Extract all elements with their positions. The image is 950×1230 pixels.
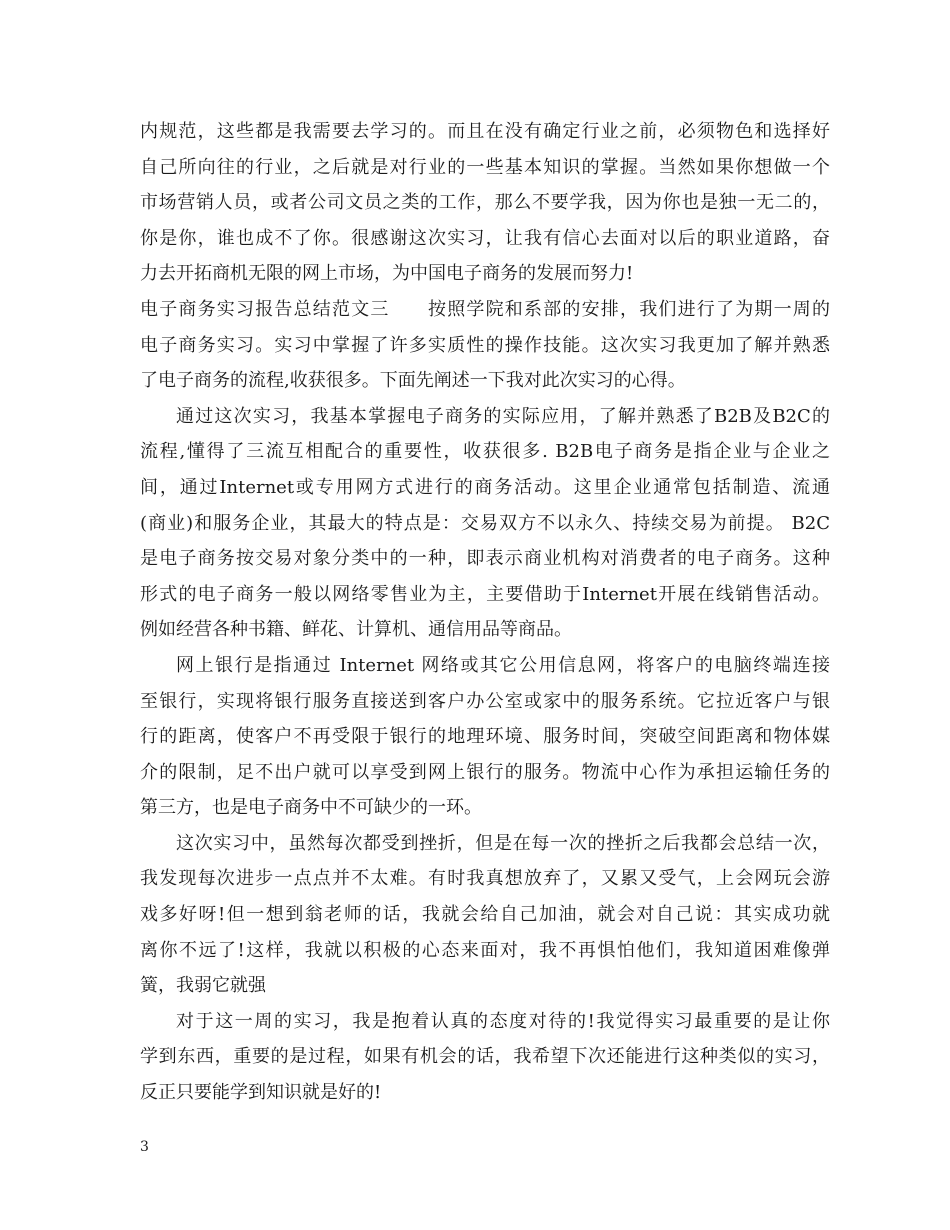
paragraph-first-line: 这次实习中，虽然每次都受到挫折，但是在每一次的挫折之后我都会总结一次， bbox=[176, 832, 830, 854]
paragraph-first-line: 对于这一周的实习，我是抱着认真的态度对待的!我觉得实习最重要的是让你 bbox=[176, 1010, 830, 1032]
text-line: 流程,懂得了三流互相配合的重要性，收获很多. B2B电子商务是指企业与企业之 bbox=[140, 441, 830, 463]
text-line: 至银行，实现将银行服务直接送到客户办公室或家中的服务系统。它拉近客户与银 bbox=[140, 690, 830, 712]
text-line: 电子商务实习。实习中掌握了许多实质性的操作技能。这次实习我更加了解并熟悉 bbox=[140, 334, 830, 356]
text-line: 是电子商务按交易对象分类中的一种，即表示商业机构对消费者的电子商务。这种 bbox=[140, 548, 830, 570]
text-line: 了电子商务的流程,收获很多。下面先阐述一下我对此次实习的心得。 bbox=[140, 370, 686, 392]
text-line: (商业)和服务企业，其最大的特点是：交易双方不以永久、持续交易为前提。 B2C bbox=[140, 512, 830, 534]
text-line: 戏多好呀!但一想到翁老师的话，我就会给自己加油，就会对自己说：其实成功就 bbox=[140, 904, 830, 926]
document-body bbox=[140, 114, 830, 1111]
text-line: 你是你，谁也成不了你。很感谢这次实习，让我有信心去面对以后的职业道路，奋 bbox=[140, 227, 830, 249]
text-line: 介的限制，足不出户就可以享受到网上银行的服务。物流中心作为承担运输任务的 bbox=[140, 761, 830, 783]
text-line: 自己所向往的行业，之后就是对行业的一些基本知识的掌握。当然如果你想做一个 bbox=[140, 156, 830, 178]
text-line: 离你不远了!这样，我就以积极的心态来面对，我不再惧怕他们，我知道困难像弹 bbox=[140, 939, 830, 961]
text-line: 学到东西，重要的是过程，如果有机会的话，我希望下次还能进行这种类似的实习， bbox=[140, 1046, 830, 1068]
text-line: 市场营销人员，或者公司文员之类的工作，那么不要学我，因为你也是独一无二的， bbox=[140, 192, 830, 214]
text-line: 反正只要能学到知识就是好的! bbox=[140, 1082, 382, 1104]
section-heading-line: 电子商务实习报告总结范文三 按照学院和系部的安排，我们进行了为期一周的 bbox=[140, 298, 830, 320]
text-line: 第三方，也是电子商务中不可缺少的一环。 bbox=[140, 797, 482, 819]
text-line: 我发现每次进步一点点并不太难。有时我真想放弃了，又累又受气，上会网玩会游 bbox=[140, 868, 830, 890]
paragraph-first-line: 通过这次实习，我基本掌握电子商务的实际应用，了解并熟悉了B2B及B2C的 bbox=[176, 405, 830, 427]
text-line: 力去开拓商机无限的网上市场，为中国电子商务的发展而努力! bbox=[140, 263, 634, 285]
text-line: 簧，我弱它就强 bbox=[140, 975, 266, 997]
text-line: 内规范，这些都是我需要去学习的。而且在没有确定行业之前，必须物色和选择好 bbox=[140, 121, 830, 142]
text-line: 行的距离，使客户不再受限于银行的地理环境、服务时间，突破空间距离和物体媒 bbox=[140, 726, 830, 748]
paragraph-first-line: 网上银行是指通过 Internet 网络或其它公用信息网，将客户的电脑终端连接 bbox=[176, 654, 830, 676]
text-line: 间，通过Internet或专用网方式进行的商务活动。这里企业通常包括制造、流通 bbox=[140, 476, 830, 498]
text-line: 形式的电子商务一般以网络零售业为主，主要借助于Internet开展在线销售活动。 bbox=[140, 583, 830, 605]
text-line: 例如经营各种书籍、鲜花、计算机、通信用品等商品。 bbox=[140, 619, 572, 641]
page-number: 3 bbox=[140, 1139, 149, 1155]
